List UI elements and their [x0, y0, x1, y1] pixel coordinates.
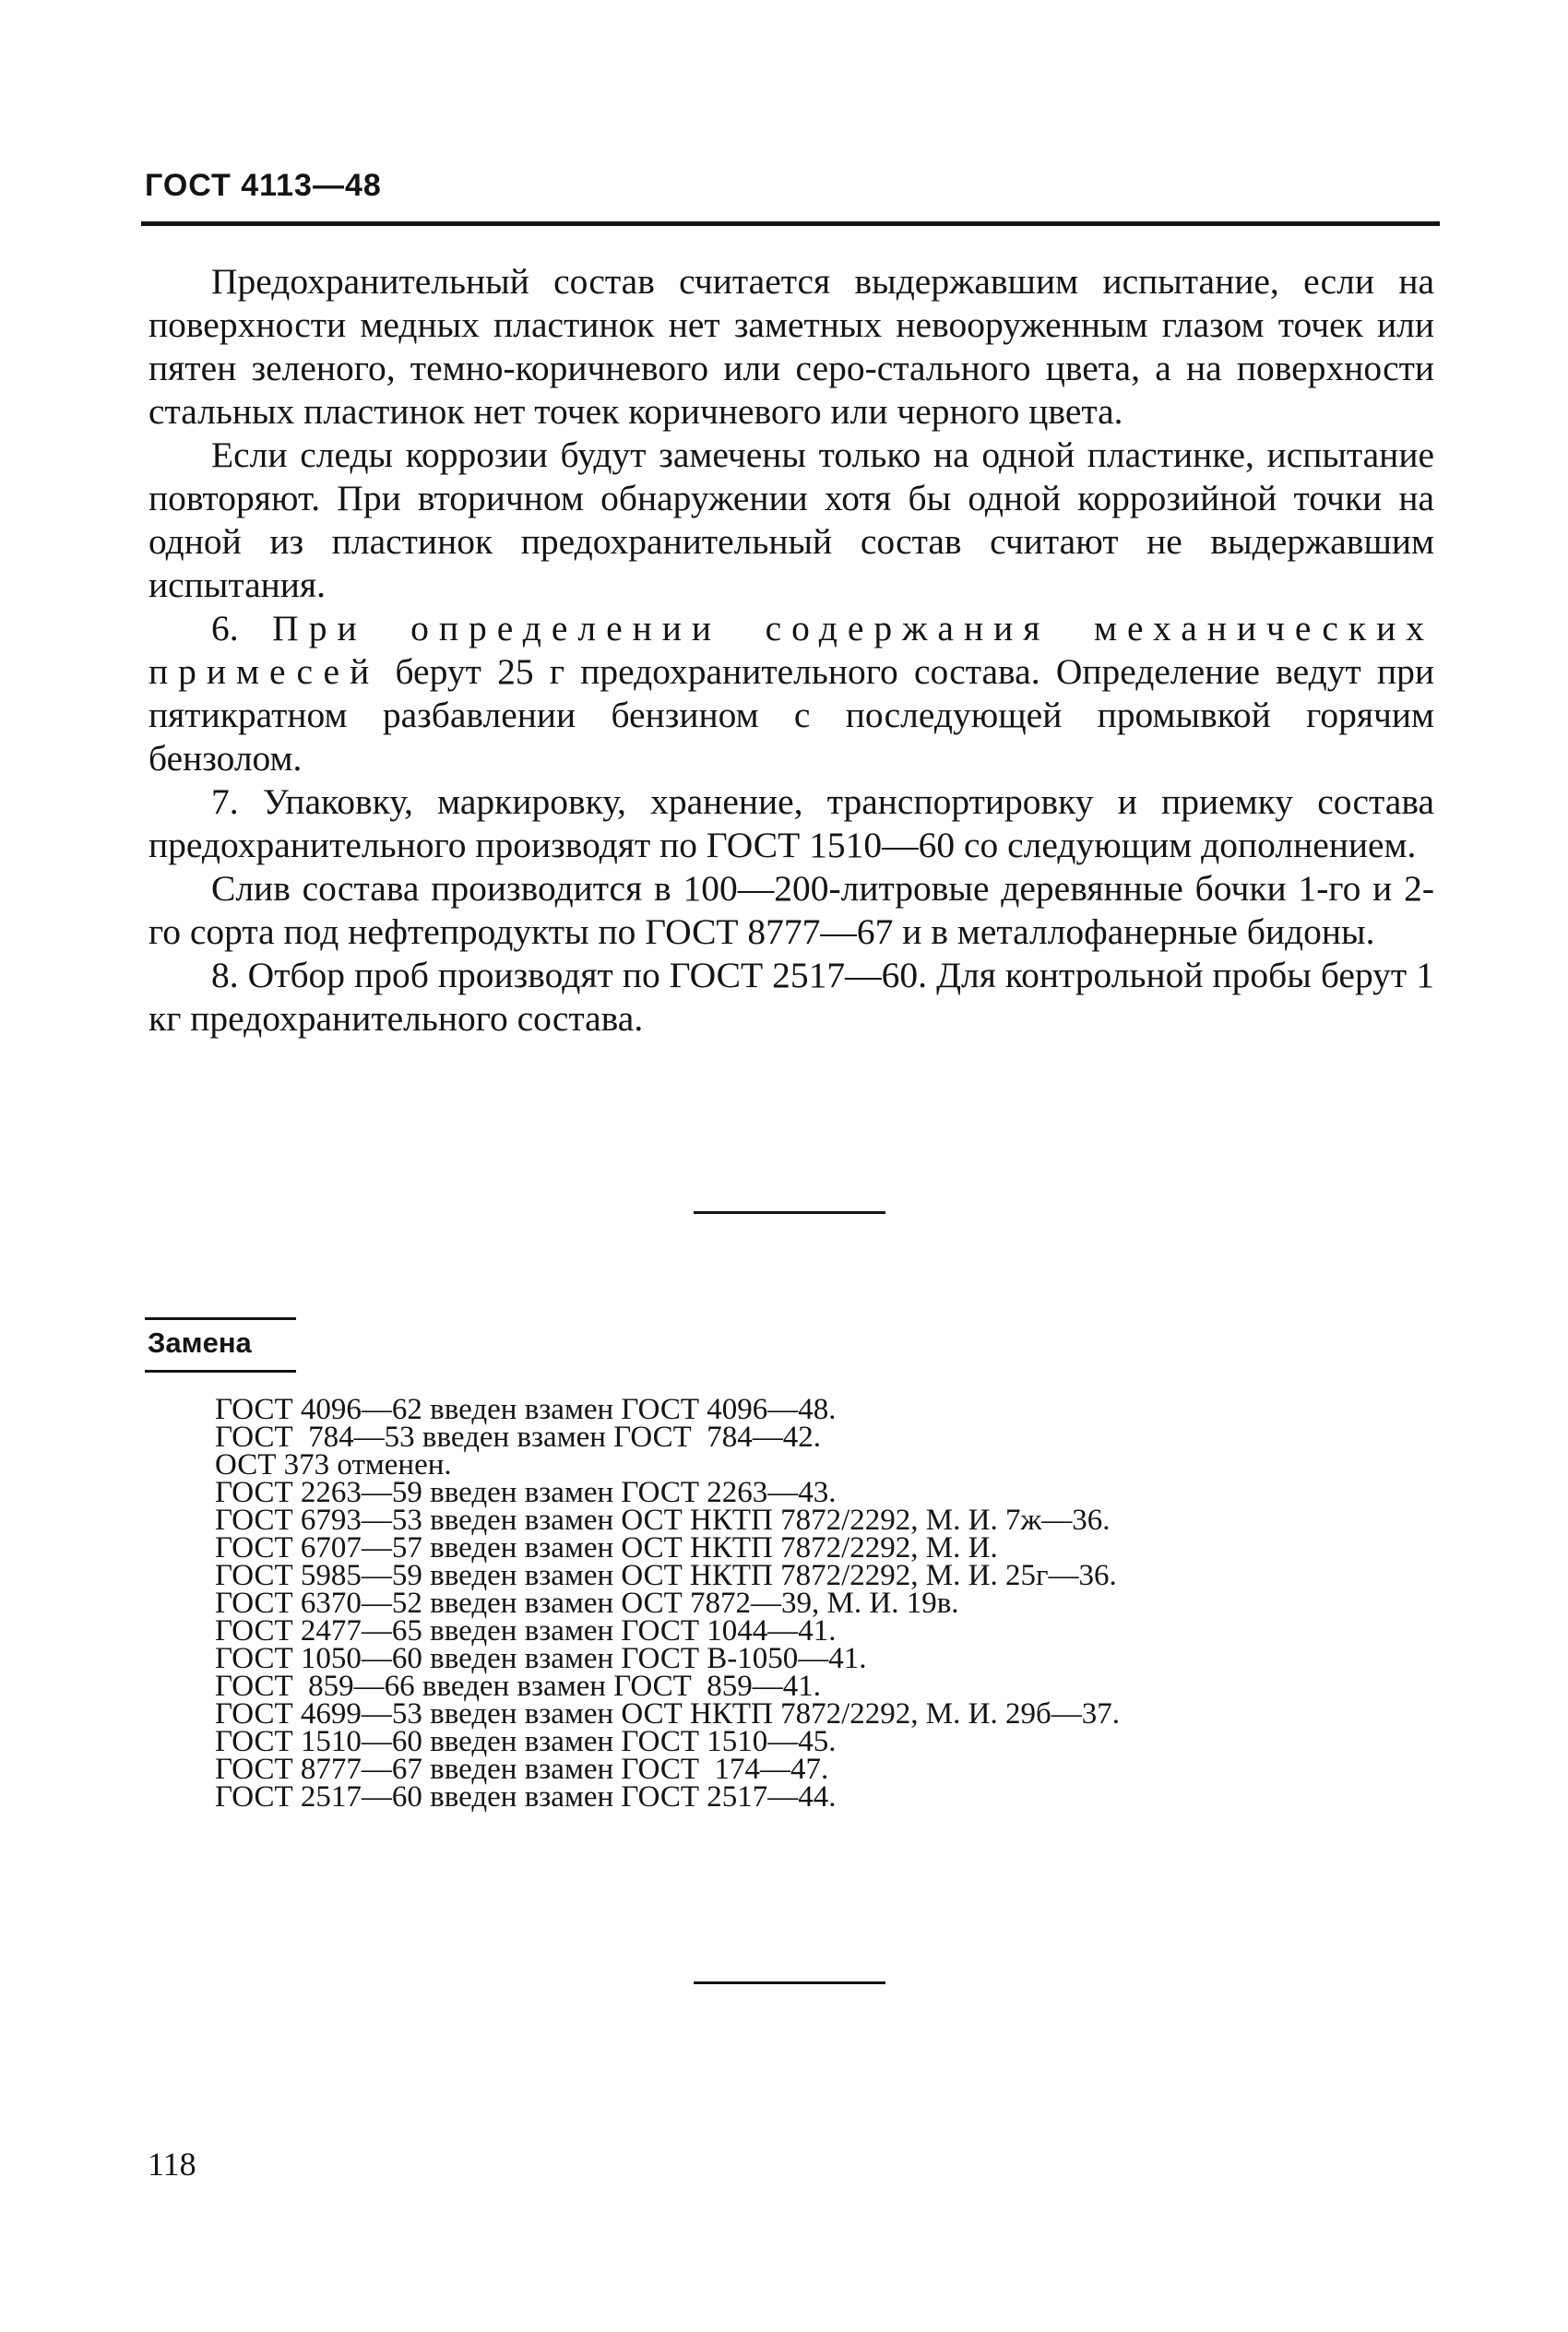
zamena-line: ГОСТ 6707—57 введен взамен ОСТ НКТП 7872/2292, М. И. [215, 1531, 998, 1565]
separator-rule [694, 1981, 885, 1984]
zamena-line: ГОСТ 2517—60 введен взамен ГОСТ 2517—44. [215, 1780, 837, 1814]
body-text [148, 260, 1434, 1041]
zamena-line: ГОСТ 784—53 введен взамен ГОСТ 784—42. [215, 1421, 822, 1454]
zamena-line: ГОСТ 8777—67 введен взамен ГОСТ 174—47. [215, 1753, 829, 1786]
page-number: 118 [148, 2146, 196, 2183]
item-6-text: берут 25 г предохранительного состава. Определение ведут при пятикратном разбавлении бензином с последующей промывкой горячим бензолом. [148, 651, 1434, 779]
zamena-line: ГОСТ 4096—62 введен взамен ГОСТ 4096—48. [215, 1393, 837, 1426]
zamena-line: ОСТ 373 отменен. [215, 1448, 452, 1481]
document-header: ГОСТ 4113—48 [145, 168, 382, 203]
header-rule [141, 221, 1440, 226]
zamena-line: ГОСТ 859—66 введен взамен ГОСТ 859—41. [215, 1670, 822, 1703]
item-7-sub: Слив состава производится в 100—200-литровые деревянные бочки 1-го и 2-го сорта под нефтепродукты по ГОСТ 8777—67 и в металлофанерные бидоны. [148, 868, 1434, 952]
item-6-emphasis: При определении содержания механических примесей [148, 608, 1434, 692]
paragraph: Если следы коррозии будут замечены только на одной пластинке, испытание повторяют. При вторичном обнаружении хотя бы одной коррозийной точки на одной из пластинок предохранительный состав считают не выдержавшим испытания. [148, 434, 1434, 605]
zamena-line: ГОСТ 2477—65 введен взамен ГОСТ 1044—41. [215, 1614, 837, 1648]
zamena-bottom-rule [145, 1370, 296, 1373]
item-6-number: 6. [211, 608, 239, 648]
zamena-list [215, 1393, 1121, 1814]
item-8: 8. Отбор проб производят по ГОСТ 2517—60. Для контрольной пробы берут 1 кг предохранительного состава. [148, 955, 1434, 1039]
zamena-line: ГОСТ 2263—59 введен взамен ГОСТ 2263—43. [215, 1476, 837, 1509]
zamena-line: ГОСТ 6793—53 введен взамен ОСТ НКТП 7872/2292, М. И. 7ж—36. [215, 1504, 1111, 1537]
separator-rule [694, 1211, 885, 1214]
zamena-line: ГОСТ 5985—59 введен взамен ОСТ НКТП 7872/2292, М. И. 25г—36. [215, 1559, 1117, 1592]
zamena-line: ГОСТ 4699—53 введен взамен ОСТ НКТП 7872/2292, М. И. 29б—37. [215, 1697, 1121, 1731]
paragraph: Предохранительный состав считается выдержавшим испытание, если на поверхности медных пластинок нет заметных невооруженным глазом точек или пятен зеленого, темно-коричневого или серо-стального цвета, а на поверхности стальных пластинок нет точек коричневого или черного цвета. [148, 261, 1434, 432]
item-6 [148, 607, 1434, 780]
zamena-top-rule [145, 1317, 296, 1320]
zamena-title: Замена [148, 1327, 252, 1359]
zamena-line: ГОСТ 1510—60 введен взамен ГОСТ 1510—45. [215, 1725, 837, 1758]
item-7: 7. Упаковку, маркировку, хранение, транспортировку и приемку состава предохранительного производят по ГОСТ 1510—60 со следующим дополнением. [148, 781, 1434, 865]
zamena-line: ГОСТ 1050—60 введен взамен ГОСТ В-1050—41. [215, 1642, 867, 1675]
zamena-line: ГОСТ 6370—52 введен взамен ОСТ 7872—39, М. И. 19в. [215, 1587, 959, 1620]
